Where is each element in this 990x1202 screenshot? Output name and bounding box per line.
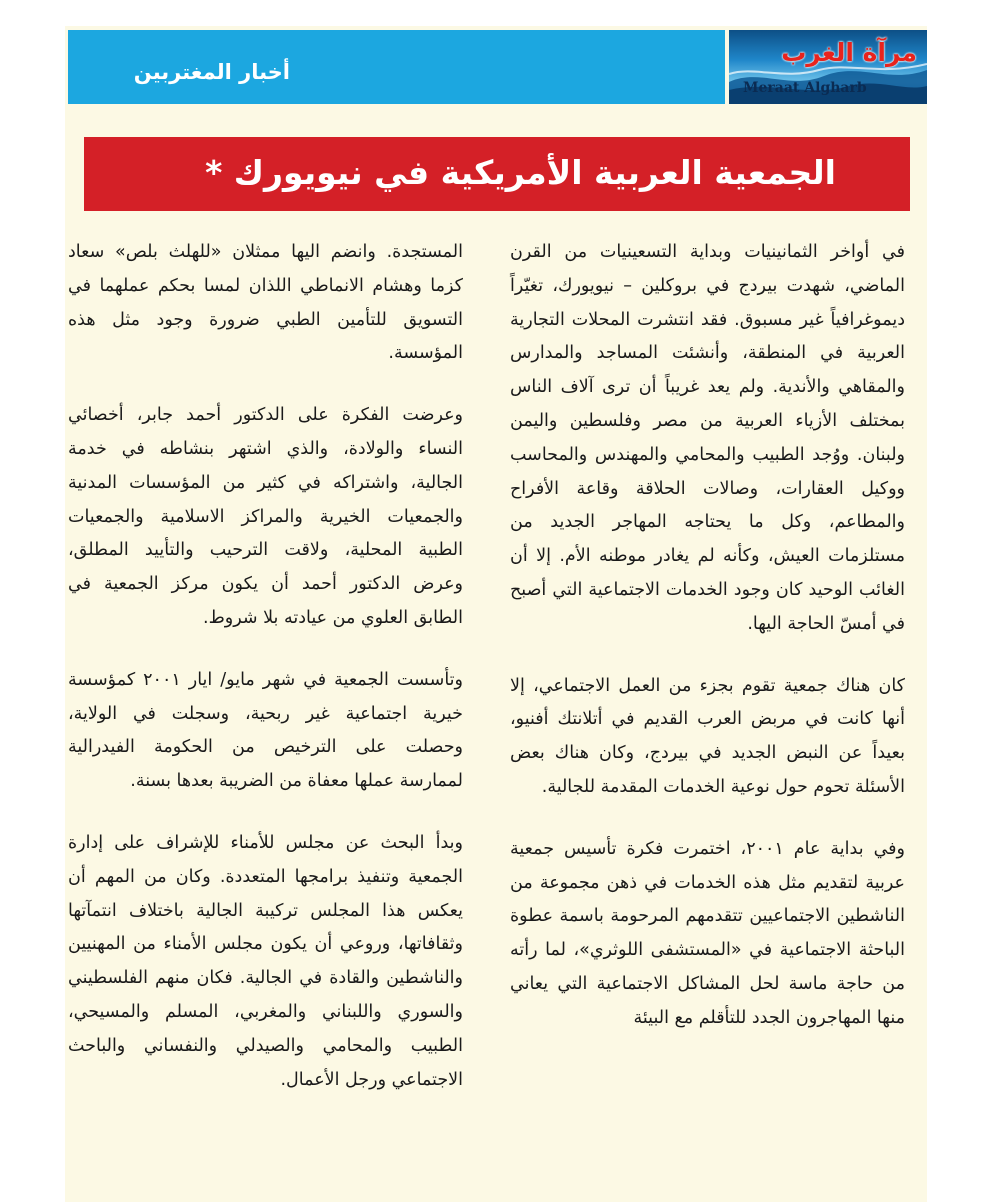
magazine-logo <box>729 30 927 104</box>
magazine-page <box>65 26 927 1202</box>
article-column-right <box>510 236 905 1064</box>
article-title: الجمعية العربية الأمريكية في نيويورك * <box>205 153 836 192</box>
paragraph: في أواخر الثمانينيات وبداية التسعينيات من القرن الماضي، شهدت بيردج في بروكلين – نيويورك، تغيّراً ديموغرافياً غير مسبوق. فقد انتشرت المحلات التجارية العربية في المنطقة، وأنشئت المساجد والمدارس والمقاهي والأندية. ولم يعد غريباً أن ترى آلاف الناس بمختلف الأزياء العربية من مصر وفلسطين واليمن ولبنان. ووُجد الطبيب والمحامي والمهندس والمحاسب ووكيل العقارات، وصالات الحلاقة وقاعة الأفراح والمطاعم، وكل ما يحتاجه المهاجر الجديد من مستلزمات العيش، وكأنه لم يغادر موطنه الأم. إلا أن الغائب الوحيد كان وجود الخدمات الاجتماعية التي أصبح في أمسّ الحاجة اليها. <box>510 242 905 634</box>
section-header-bar <box>68 30 725 104</box>
paragraph: وبدأ البحث عن مجلس للأمناء للإشراف على إدارة الجمعية وتنفيذ برامجها المتعددة. وكان من المهم أن يعكس هذا المجلس تركيبة الجالية باختلاف انتمآتها وثقافاتها، وروعي أن يكون مجلس الأمناء من المهنيين والناشطين والقادة في الجالية. فكان منهم الفلسطيني والسوري واللبناني والمغربي، المسلم والمسيحي، الطبيب والمحامي والصيدلي والنفساني والباحث الاجتماعي ورجل الأعمال. <box>68 832 463 1090</box>
paragraph: وفي بداية عام ٢٠٠١، اختمرت فكرة تأسيس جمعية عربية لتقديم مثل هذه الخدمات في ذهن مجموعة من الناشطين الاجتماعيين تتقدمهم المرحومة باسمة عطوة الباحثة الاجتماعية في «المستشفى اللوثري»، لما رأته من حاجة ماسة لحل المشاكل الاجتماعية التي يعاني منها المهاجرون الجدد للتأقلم مع البيئة <box>510 838 905 1028</box>
section-title: أخبار المغتربين <box>133 60 290 84</box>
paragraph: وتأسست الجمعية في شهر مايو/ ايار ٢٠٠١ كمؤسسة خيرية اجتماعية غير ربحية، وسجلت في الولاية، وحصلت على الترخيص من الحكومة الفيدرالية لممارسة عملها معفاة من الضريبة بعدها بسنة. <box>68 669 463 792</box>
paragraph: وعرضت الفكرة على الدكتور أحمد جابر، أخصائي النساء والولادة، والذي اشتهر بنشاطه في خدمة الجالية، واشتراكه في كثير من المؤسسات المدنية والجمعيات الخيرية والمراكز الاسلامية والجمعيات الطبية المحلية، ولاقت الترحيب والتأييد المطلق، وعرض الدكتور أحمد أن يكون مركز الجمعية في الطابق العلوي من عيادته بلا شروط. <box>68 405 463 628</box>
article-column-left <box>68 236 463 1125</box>
logo-english-text: Meraat Algharb <box>743 80 867 96</box>
paragraph: المستجدة. وانضم اليها ممثلان «للهلث بلص» سعاد كزما وهشام الانماطي اللذان لمسا بحكم عملهما في التسويق للتأمين الطبي ضرورة وجود مثل هذه المؤسسة. <box>68 242 463 364</box>
logo-arabic-text: مرآة الغرب <box>781 38 917 67</box>
article-title-banner <box>84 137 910 211</box>
paragraph: كان هناك جمعية تقوم بجزء من العمل الاجتماعي، إلا أنها كانت في مربض العرب القديم في أتلانتك أفنيو، بعيداً عن النبض الجديد في بيردج، وكان هناك بعض الأسئلة تحوم حول نوعية الخدمات المقدمة للجالية. <box>510 675 905 797</box>
page-header <box>65 26 927 106</box>
